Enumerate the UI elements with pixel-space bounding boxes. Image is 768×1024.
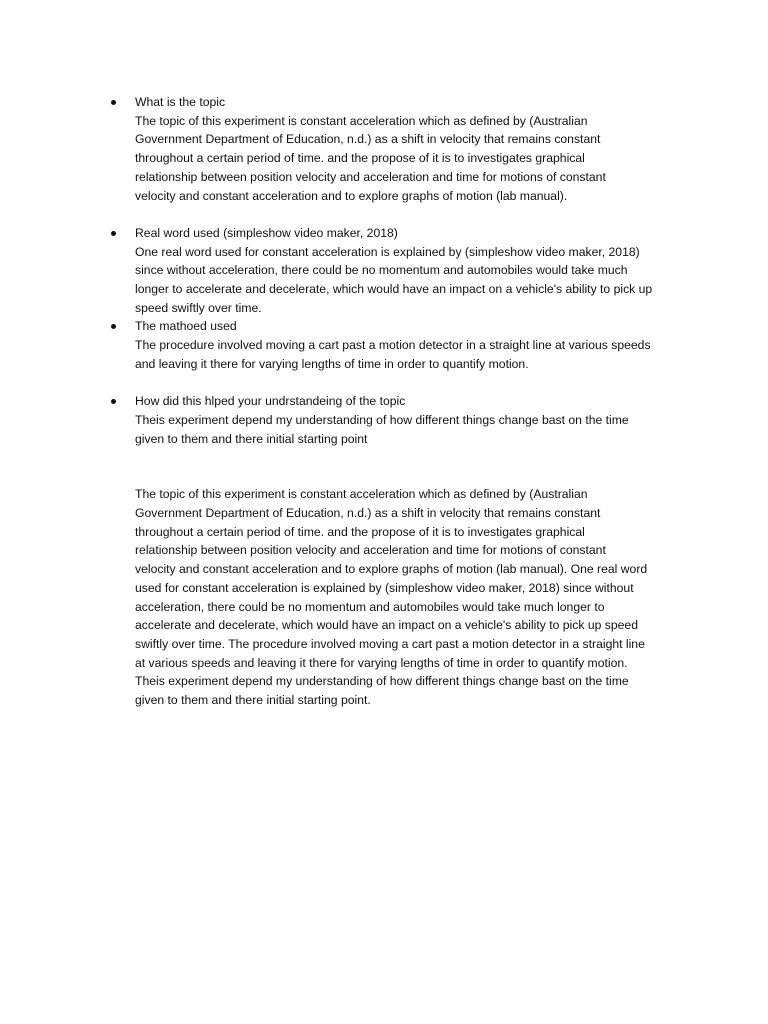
section-real-word <box>135 224 680 318</box>
section-line: since without acceleration, there could be no momentum and automobiles would take much <box>135 263 628 278</box>
section-heading: Real word used (simpleshow video maker, 2018) <box>135 225 398 240</box>
section-line: relationship between position velocity and acceleration and time for motions of constant <box>135 169 606 184</box>
section-line: Government Department of Education, n.d.) as a shift in velocity that remains constant <box>135 132 601 147</box>
summary-line: at various speeds and leaving it there for varying lengths of time in order to quantify motion. <box>135 655 628 670</box>
section-topic <box>135 93 680 205</box>
section-line: The procedure involved moving a cart past a motion detector in a straight line at various speeds <box>135 338 651 353</box>
summary-line: swiftly over time. The procedure involved moving a cart past a motion detector in a straight line <box>135 636 645 651</box>
section-heading: The mathoed used <box>135 319 237 334</box>
section-line: Theis experiment depend my understanding of how different things change bast on the time <box>135 412 629 427</box>
section-line: longer to accelerate and decelerate, which would have an impact on a vehicle's ability to pick up <box>135 282 653 297</box>
section-heading: What is the topic <box>135 95 226 109</box>
bullet-icon <box>111 324 116 329</box>
summary-line: used for constant acceleration is explained by (simpleshow video maker, 2018) since without <box>135 580 634 595</box>
section-line: given to them and there initial starting point <box>135 431 368 446</box>
summary-line: The topic of this experiment is constant acceleration which as defined by (Australian <box>135 487 588 502</box>
section-understanding <box>135 392 680 448</box>
summary-line: accelerate and decelerate, which would have an impact on a vehicle's ability to pick up speed <box>135 618 638 633</box>
document-body <box>135 93 680 710</box>
bullet-icon <box>111 231 116 236</box>
section-method <box>135 317 680 373</box>
section-heading: How did this hlped your undrstandeing of the topic <box>135 394 406 409</box>
summary-line: Government Department of Education, n.d.) as a shift in velocity that remains constant <box>135 506 601 521</box>
bullet-icon <box>111 399 116 404</box>
summary-line: relationship between position velocity and acceleration and time for motions of constant <box>135 543 606 558</box>
section-line: throughout a certain period of time. and the propose of it is to investigates graphical <box>135 151 585 166</box>
bullet-icon <box>111 100 116 105</box>
summary-line: throughout a certain period of time. and the propose of it is to investigates graphical <box>135 524 585 539</box>
summary-line: velocity and constant acceleration and to explore graphs of motion (lab manual). One real word <box>135 562 648 577</box>
summary-paragraph <box>135 485 680 709</box>
summary-line: given to them and there initial starting point. <box>135 693 371 708</box>
section-line: One real word used for constant acceleration is explained by (simpleshow video maker, 2018) <box>135 244 640 259</box>
summary-line: Theis experiment depend my understanding of how different things change bast on the time <box>135 674 629 689</box>
section-line: speed swiftly over time. <box>135 300 262 315</box>
section-line: The topic of this experiment is constant acceleration which as defined by (Australian <box>135 113 588 128</box>
section-line: velocity and constant acceleration and to explore graphs of motion (lab manual). <box>135 188 568 203</box>
summary-line: acceleration, there could be no momentum and automobiles would take much longer to <box>135 599 605 614</box>
section-line: and leaving it there for varying lengths of time in order to quantify motion. <box>135 356 529 371</box>
